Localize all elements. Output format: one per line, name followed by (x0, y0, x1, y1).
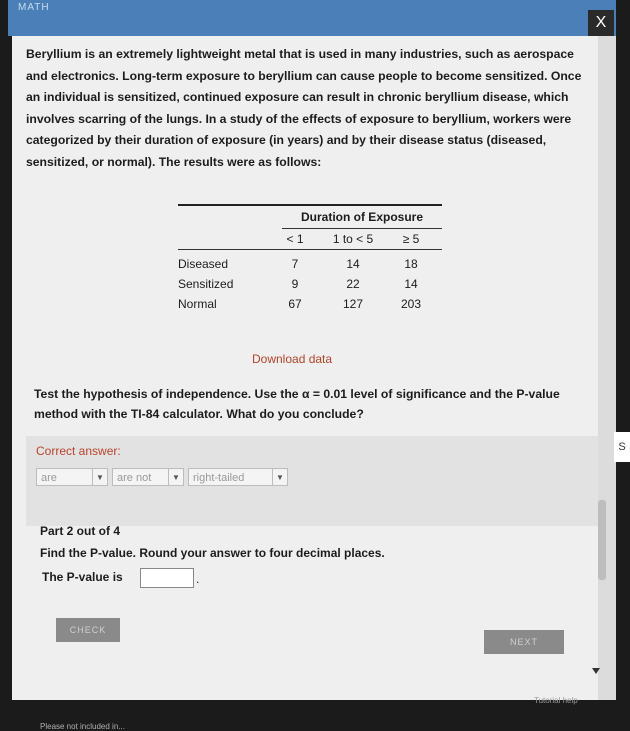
row-label: Diseased (178, 257, 229, 271)
tutorial-help-link[interactable]: Tutorial help (534, 696, 578, 705)
correct-answer-title: Correct answer: (36, 444, 121, 458)
table-cell: 14 (346, 257, 360, 271)
next-button[interactable]: NEXT (484, 630, 564, 654)
top-bar (8, 0, 616, 36)
pvalue-label: The P-value is (42, 570, 123, 584)
answer-dropdown-2[interactable] (112, 468, 184, 486)
exposure-table (178, 204, 442, 314)
table-cell: 22 (346, 277, 360, 291)
brand-label: MATH (18, 2, 50, 13)
check-button[interactable]: CHECK (56, 618, 120, 642)
footer-note: Please not included in... (40, 722, 125, 731)
table-cell: 203 (400, 297, 422, 311)
row-label: Normal (178, 297, 217, 311)
part-instruction: Find the P-value. Round your answer to four decimal places. (40, 546, 385, 560)
dropdown-value: right-tailed (193, 472, 245, 484)
download-data-link[interactable]: Download data (252, 352, 333, 366)
dropdown-value: are not (117, 472, 152, 484)
chevron-down-icon: ▼ (168, 469, 183, 485)
chevron-down-icon: ▼ (272, 469, 287, 485)
pvalue-period: . (196, 572, 200, 586)
table-cell: 7 (291, 257, 299, 271)
correct-answer-box (26, 436, 598, 526)
scroll-down-icon[interactable] (592, 668, 600, 674)
intro-text: Beryllium is an extremely lightweight metal that is used in many industries, such as aerospace and electronics. Long-term exposure to beryllium can cause people to become sensitized. Once an individual is sensitized, continued exposure can result in chronic beryllium disease, which involves scarring of the lungs. In a study of the effects of exposure to beryllium, workers were categorized by their duration of exposure (in years) and by their disease status (diseased, sensitized, or normal). The results were as follows: (26, 47, 582, 169)
dropdown-value: are (41, 472, 57, 484)
scrollbar-thumb[interactable] (598, 500, 606, 580)
table-cell: 127 (342, 297, 364, 311)
table-col-header: 1 to < 5 (332, 232, 374, 246)
table-col-header: < 1 (286, 232, 304, 246)
table-cell: 14 (404, 277, 418, 291)
close-button[interactable]: X (588, 10, 614, 36)
table-row (178, 294, 442, 314)
question-panel (12, 36, 610, 731)
question-text: Test the hypothesis of independence. Use the α = 0.01 level of significance and the P-value method with the TI-84 calculator. What do you conclude? (34, 387, 560, 421)
table-corner (178, 229, 266, 249)
scrollbar-track[interactable] (598, 36, 616, 700)
answer-dropdown-1[interactable] (36, 468, 108, 486)
table-col-header: ≥ 5 (402, 232, 420, 246)
table-title: Duration of Exposure (282, 206, 442, 229)
answer-dropdown-3[interactable] (188, 468, 288, 486)
table-row (178, 254, 442, 274)
part-label: Part 2 out of 4 (40, 524, 121, 538)
pvalue-input[interactable] (140, 568, 194, 588)
table-row (178, 274, 442, 294)
chevron-down-icon: ▼ (92, 469, 107, 485)
table-cell: 18 (404, 257, 418, 271)
side-tab[interactable]: S (614, 432, 630, 462)
row-label: Sensitized (178, 277, 234, 291)
table-header-row (178, 229, 442, 250)
table-cell: 67 (288, 297, 302, 311)
part-section (40, 520, 385, 564)
table-cell: 9 (291, 277, 299, 291)
